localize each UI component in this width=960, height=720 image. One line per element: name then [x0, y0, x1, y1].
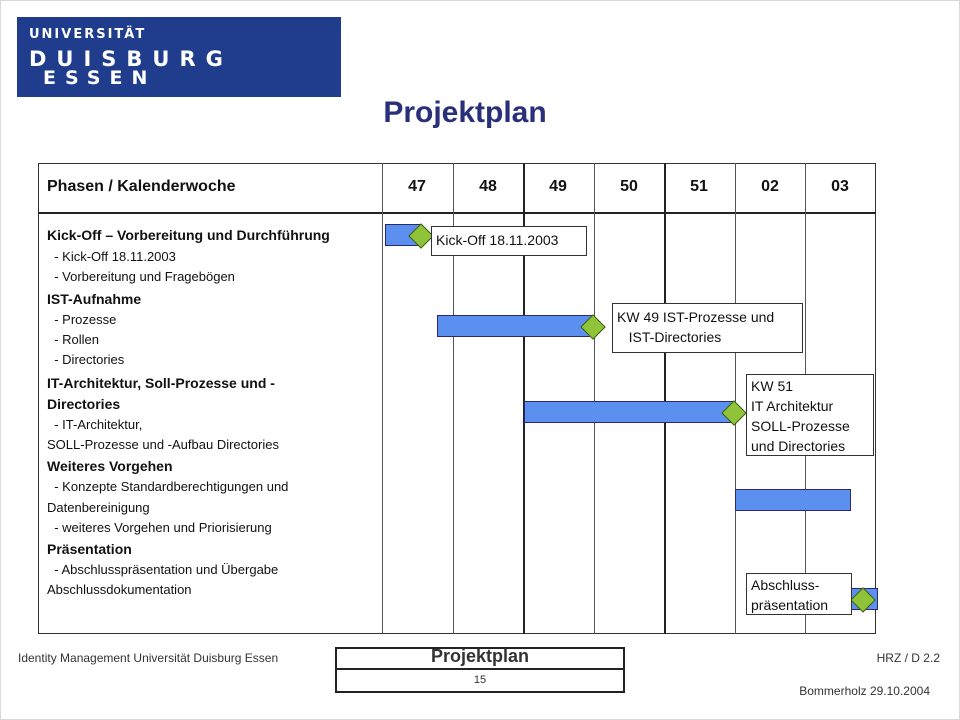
grid-line — [664, 163, 666, 634]
phase-line: - Rollen — [47, 332, 100, 347]
phase-line: - Kick-Off 18.11.2003 — [47, 249, 176, 264]
note-kw51 — [746, 374, 874, 456]
phase-line: IST-Aufnahme — [47, 291, 142, 307]
week-header: 02 — [761, 178, 779, 195]
page-number: 15 — [473, 674, 487, 686]
note-line: KW 49 IST-Prozesse und — [617, 309, 775, 325]
note-line: Abschluss- — [751, 577, 820, 593]
gantt-bar-weiteres-vorgehen — [735, 489, 851, 511]
phase-line: Abschlussdokumentation — [47, 582, 192, 597]
week-header: 47 — [408, 178, 426, 195]
phase-line: - Prozesse — [47, 312, 117, 327]
phase-line: - IT-Architektur, — [47, 417, 143, 432]
grid-line — [735, 163, 736, 634]
note-kickoff — [431, 226, 587, 256]
header-separator — [38, 212, 876, 214]
phase-line: Kick-Off – Vorbereitung und Durchführung — [47, 227, 330, 243]
university-logo — [17, 17, 341, 97]
week-header: 03 — [831, 178, 849, 195]
phase-line: SOLL-Prozesse und -Aufbau Directories — [47, 437, 279, 452]
phase-line: Datenbereinigung — [47, 500, 150, 515]
footer-title: Projektplan — [430, 646, 530, 666]
week-header: 51 — [690, 178, 708, 195]
footer-title-box — [335, 647, 625, 693]
phase-line: - Abschlusspräsentation und Übergabe — [47, 562, 279, 577]
note-line: Kick-Off 18.11.2003 — [436, 232, 559, 248]
phase-line: Weiteres Vorgehen — [47, 458, 173, 474]
note-line: IT Architektur — [751, 398, 834, 414]
logo-line-3: ESSEN — [43, 67, 157, 89]
note-line: KW 51 — [751, 378, 794, 394]
phase-line: - Vorbereitung und Fragebögen — [47, 269, 235, 284]
phase-line: - weiteres Vorgehen und Priorisierung — [47, 520, 272, 535]
week-header: 49 — [549, 178, 567, 195]
phase-line: - Konzepte Standardberechtigungen und — [47, 479, 289, 494]
note-line: SOLL-Prozesse — [751, 418, 850, 434]
footer-box-divider — [337, 668, 623, 670]
phase-line: Directories — [47, 396, 121, 412]
grid-line — [594, 163, 595, 634]
grid-line — [382, 163, 383, 634]
phase-line: - Directories — [47, 352, 125, 367]
logo-line-2: DUISBURG — [29, 47, 233, 71]
note-line: IST-Directories — [617, 329, 722, 345]
footer-dept: HRZ / D 2.2 — [876, 651, 940, 665]
footer-org: Identity Management Universität Duisburg Essen — [18, 651, 279, 665]
phase-line: IT-Architektur, Soll-Prozesse und - — [47, 375, 275, 391]
phase-line: Präsentation — [47, 541, 132, 557]
note-kw49 — [612, 303, 803, 353]
week-header: 48 — [479, 178, 497, 195]
logo-line-1: UNIVERSITÄT — [29, 27, 147, 42]
gantt-bar-it-architektur — [524, 401, 735, 423]
note-line: und Directories — [751, 438, 846, 454]
footer-date: Bommerholz 29.10.2004 — [799, 684, 930, 698]
header-phase-label: Phasen / Kalenderwoche — [47, 178, 236, 195]
note-line: präsentation — [751, 597, 829, 613]
week-header: 50 — [620, 178, 638, 195]
gantt-bar-ist-aufnahme — [437, 315, 594, 337]
page-title: Projektplan — [383, 96, 547, 129]
note-abschluss — [746, 573, 852, 615]
